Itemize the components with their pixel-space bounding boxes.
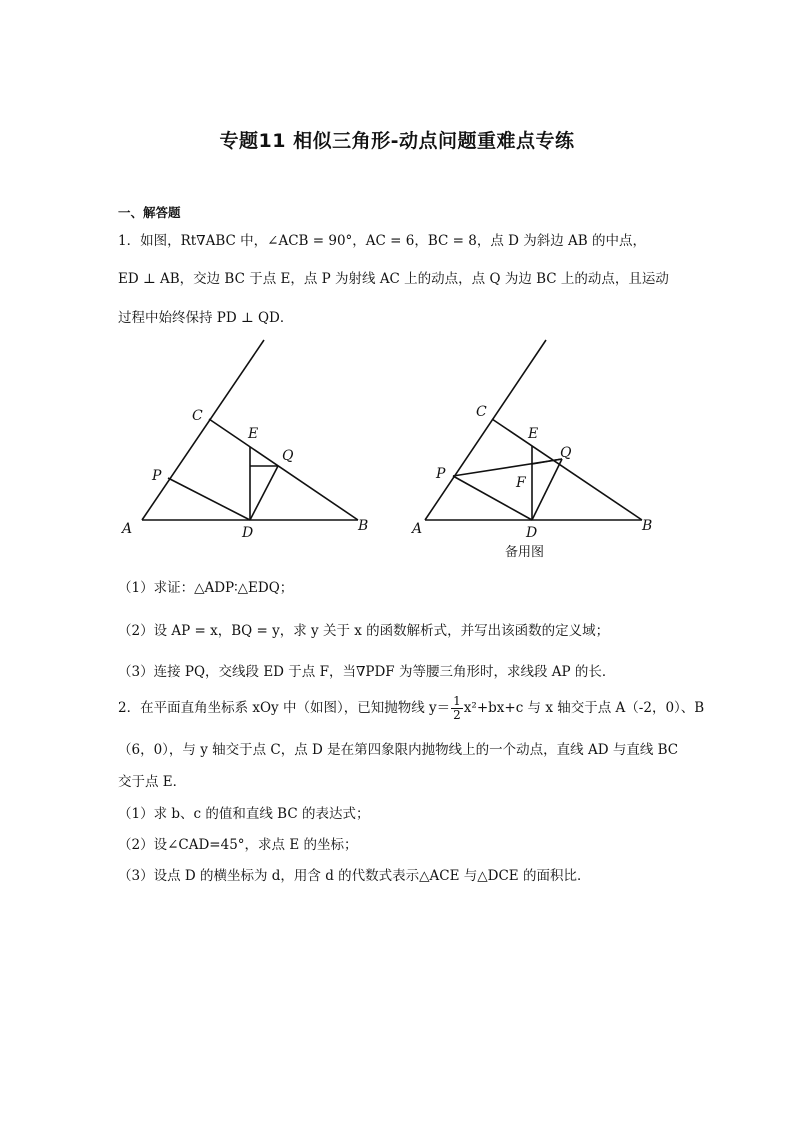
problem2-question2: （2）设∠CAD=45°，求点 E 的坐标；	[118, 837, 358, 853]
segment-qd-2	[532, 459, 562, 520]
label-p: P	[152, 468, 162, 484]
problem1-question2: （2）设 AP = x，BQ = y，求 y 关于 x 的函数解析式，并写出该函数的定义域；	[118, 623, 610, 639]
label-b: B	[358, 518, 369, 534]
problem2-line3: 交于点 E．	[118, 774, 187, 790]
problem2-line1	[118, 695, 704, 722]
label-q: Q	[282, 448, 294, 464]
problem2-line1-end: x²+bx+c 与 x 轴交于点 A（-2，0）、B	[463, 700, 705, 716]
problem1-line1: 1．如图，Rt∇ABC 中，∠ACB = 90°，AC = 6，BC = 8，点 D 为斜边 AB 的中点，	[118, 233, 646, 249]
label-f-2: F	[516, 475, 526, 491]
page-title: 专题11 相似三角形-动点问题重难点专练	[219, 130, 575, 152]
label-p-2: P	[436, 466, 446, 482]
problem2-line2: （6，0），与 y 轴交于点 C，点 D 是在第四象限内抛物线上的一个动点，直线 AD 与直线 BC	[118, 742, 679, 758]
problem1-line2: ED ⊥ AB，交边 BC 于点 E，点 P 为射线 AC 上的动点，点 Q 为边 BC 上的动点，且运动	[118, 271, 669, 287]
problem2-line1-start: 2．在平面直角坐标系 xOy 中（如图），已知抛物线 y＝	[118, 700, 451, 716]
label-e: E	[248, 426, 259, 442]
label-c: C	[192, 408, 203, 424]
problem1-figures	[118, 335, 678, 540]
label-c-2: C	[476, 404, 487, 420]
segment-bc	[209, 419, 358, 520]
fraction-numerator: 1	[453, 694, 461, 708]
label-d: D	[242, 525, 254, 540]
problem1-question1: （1）求证：△ADP∶△EDQ；	[118, 580, 294, 596]
label-d-2: D	[526, 525, 538, 540]
label-a-2: A	[412, 521, 423, 537]
label-e-2: E	[528, 426, 539, 442]
problem2-question1: （1）求 b、c 的值和直线 BC 的表达式；	[118, 806, 370, 822]
label-a: A	[122, 521, 133, 537]
problem1-question3: （3）连接 PQ，交线段 ED 于点 F，当∇PDF 为等腰三角形时，求线段 AP 的长．	[118, 664, 616, 680]
figure-caption: 备用图	[505, 545, 545, 560]
segment-pd	[168, 478, 250, 520]
fraction-denominator: 2	[453, 708, 461, 722]
problem1-line3: 过程中始终保持 PD ⊥ QD．	[118, 310, 294, 326]
segment-bc-2	[492, 419, 642, 520]
label-q-2: Q	[560, 445, 572, 461]
segment-qd	[250, 466, 278, 520]
section-heading: 一、解答题	[118, 205, 181, 220]
label-b-2: B	[642, 518, 653, 534]
ray-ac	[142, 340, 264, 520]
problem2-question3: （3）设点 D 的横坐标为 d，用含 d 的代数式表示△ACE 与△DCE 的面积比．	[118, 868, 591, 884]
fraction-one-half	[451, 695, 463, 722]
